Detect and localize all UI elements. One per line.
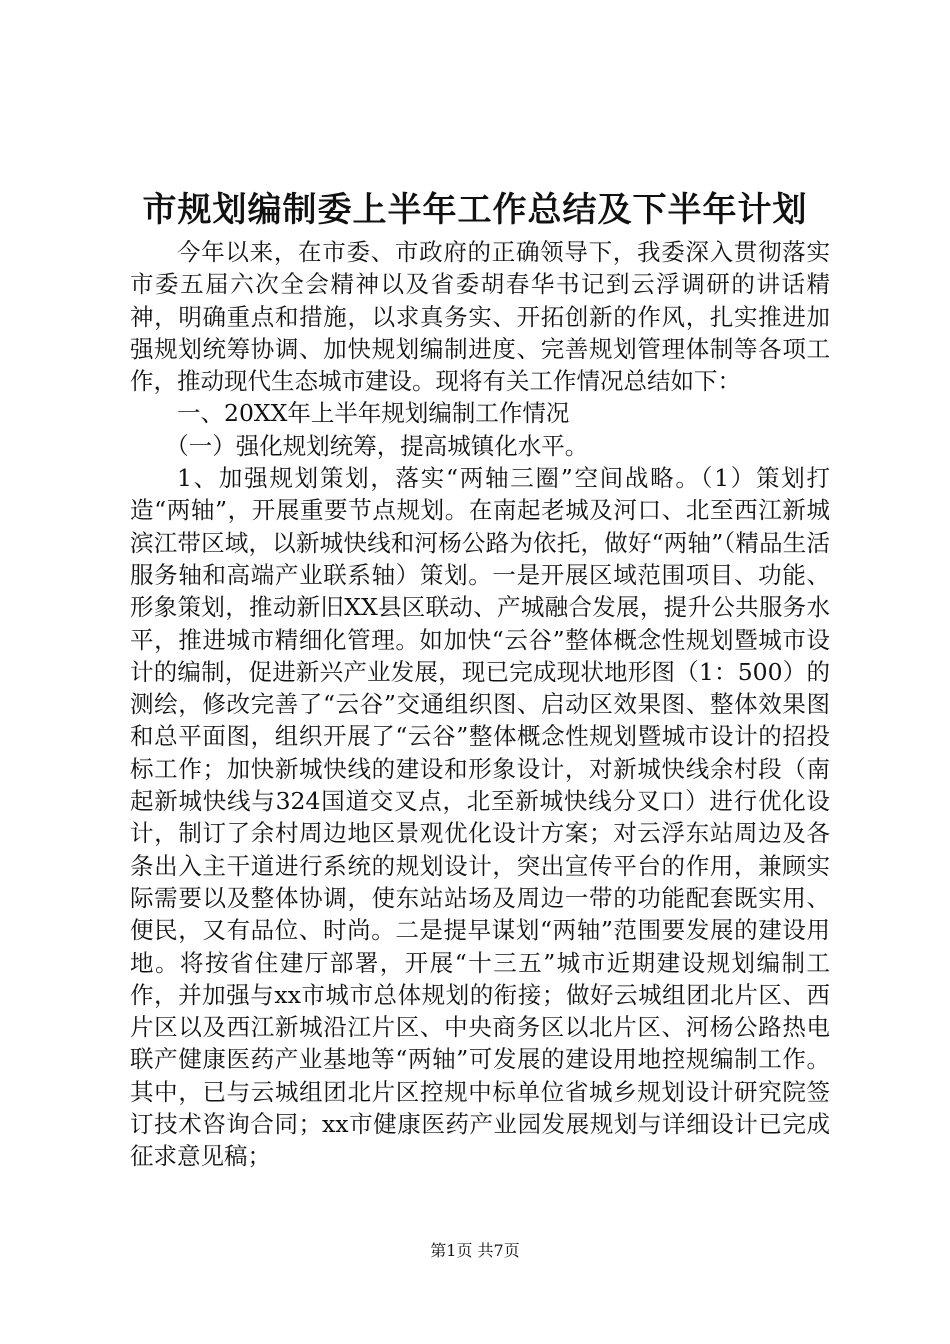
intro-paragraph: 今年以来，在市委、市政府的正确领导下，我委深入贯彻落实市委五届六次全会精神以及省委胡春华书记到云浮调研的讲话精神，明确重点和措施，以求真务实、开拓创新的作风，扎实推进加强规划统筹协调、加快规划编制进度、完善规划管理体制等各项工作，推动现代生态城市建设。现将有关工作情况总结如下： (130, 238, 830, 396)
section-heading: 一、20XX年上半年规划编制工作情况 (177, 399, 570, 428)
subsection-heading: （一）强化规划统筹，提高城镇化水平。 (165, 431, 589, 460)
document-body (130, 236, 830, 1173)
body-paragraph: 1、加强规划策划，落实“两轴三圈”空间战略。（1）策划打造“两轴”，开展重要节点规划。在南起老城及河口、北至西江新城滨江带区域，以新城快线和河杨公路为依托，做好“两轴”（精品生活服务轴和高端产业联系轴）策划。一是开展区域范围项目、功能、形象策划，推动新旧XX县区联动、产城融合发展，提升公共服务水平，推进城市精细化管理。如加快“云谷”整体概念性规划暨城市设计的编制，促进新兴产业发展，现已完成现状地形图（1：500）的测绘，修改完善了“云谷”交通组织图、启动区效果图、整体效果图和总平面图，组织开展了“云谷”整体概念性规划暨城市设计的招投标工作；加快新城快线的建设和形象设计，对新城快线余村段（南起新城快线与324国道交叉点，北至新城快线分叉口）进行优化设计，制订了余村周边地区景观优化设计方案；对云浮东站周边及各条出入主干道进行系统的规划设计，突出宣传平台的作用，兼顾实际需要以及整体协调，使东站站场及周边一带的功能配套既实用、便民，又有品位、时尚。二是提早谋划“两轴”范围要发展的建设用地。将按省住建厅部署，开展“十三五”城市近期建设规划编制工作，并加强与xx市城市总体规划的衔接；做好云城组团北片区、西片区以及西江新城沿江片区、中央商务区以北片区、河杨公路热电联产健康医药产业基地等“两轴”可发展的建设用地控规编制工作。其中，已与云城组团北片区控规中标单位省城乡规划设计研究院签订技术咨询合同；xx市健康医药产业园发展规划与详细设计已完成征求意见稿； (130, 464, 830, 1171)
document-title: 市规划编制委上半年工作总结及下半年计划 (142, 190, 808, 230)
page-number-footer: 第1页 共7页 (430, 1241, 520, 1260)
